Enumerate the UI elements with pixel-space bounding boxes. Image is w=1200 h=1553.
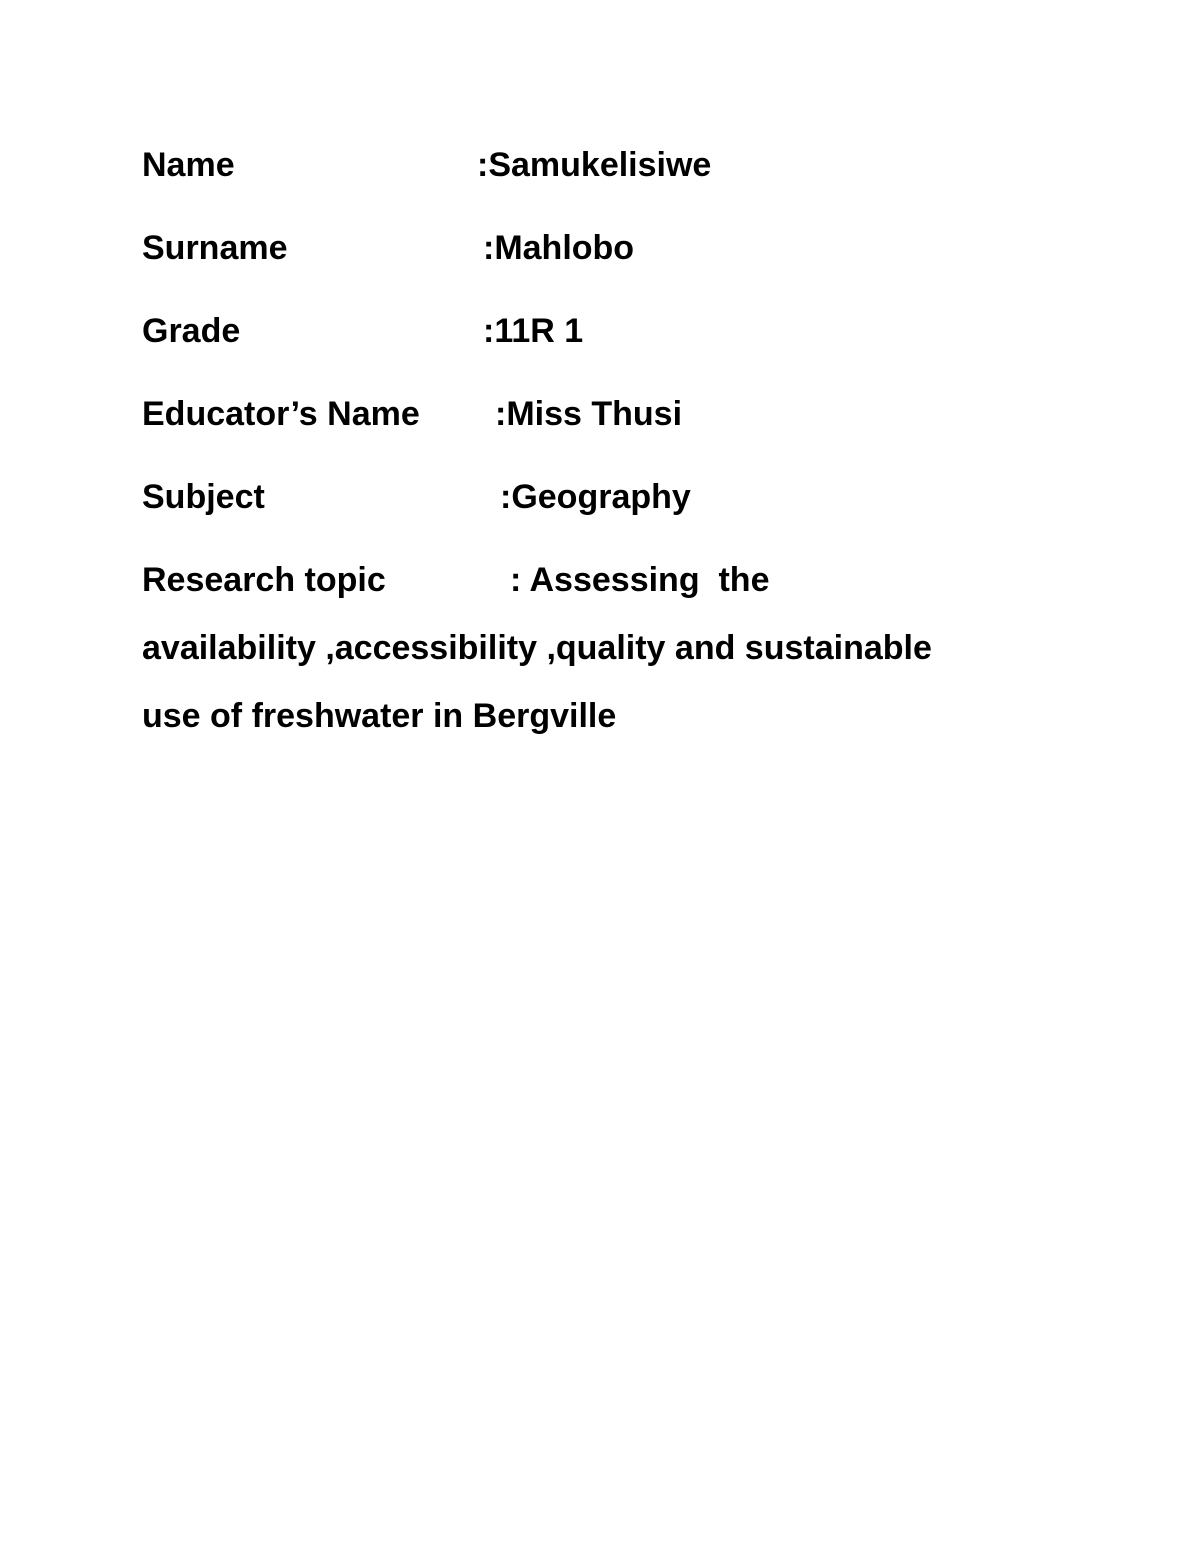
surname-value: :Mahlobo bbox=[483, 229, 635, 267]
name-value: :Samukelisiwe bbox=[477, 146, 712, 184]
subject-label: Subject bbox=[142, 478, 265, 516]
name-label: Name bbox=[142, 146, 235, 184]
grade-label: Grade bbox=[142, 312, 241, 350]
educator-name-label: Educator’s Name bbox=[142, 395, 420, 433]
research-topic-line-3: use of freshwater in Bergville bbox=[142, 697, 617, 735]
surname-label: Surname bbox=[142, 229, 288, 267]
research-topic-label: Research topic bbox=[142, 561, 386, 599]
educator-name-value: :Miss Thusi bbox=[495, 395, 683, 433]
research-topic-value: : Assessing the bbox=[510, 561, 770, 599]
subject-value: :Geography bbox=[500, 478, 691, 516]
grade-value: :11R 1 bbox=[483, 312, 584, 350]
research-topic-line-2: availability ,accessibility ,quality and sustainable bbox=[142, 629, 932, 667]
